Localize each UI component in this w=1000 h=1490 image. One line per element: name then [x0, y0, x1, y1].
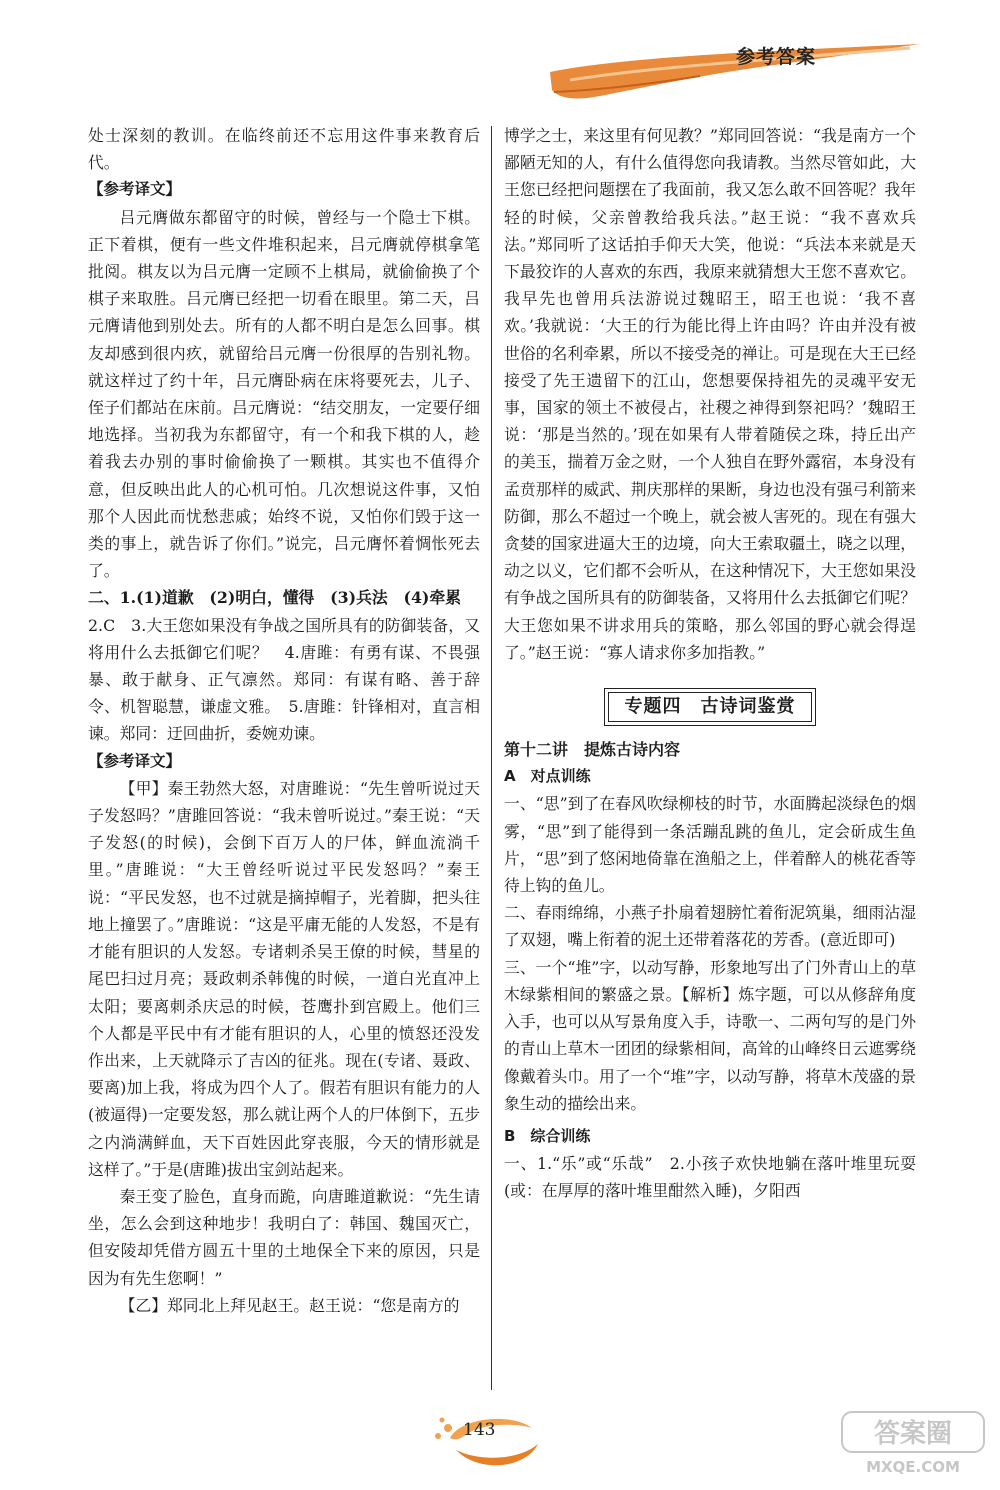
- subsection-title: A 对点训练: [504, 767, 591, 786]
- paragraph: 秦王变了脸色，直身而跪，向唐雎道歉说：“先生请坐，怎么会到这种地步！我明白了：韩国、魏国灭亡，但安陵却凭借方圆五十里的土地保全下来的原因，只是因为有先生您啊！”: [88, 1186, 480, 1288]
- paragraph: 吕元膺做东都留守的时候，曾经与一个隐士下棋。正下着棋，便有一些文件堆积起来，吕元膺就停棋拿笔批阅。棋友以为吕元膺一定顾不上棋局，就偷偷换了个棋子来取胜。吕元膺已经把一切看在眼里。第二天，吕元膺请他到别处去。所有的人都不明白是怎么回事。棋友却感到很内疚，就留给吕元膺一份很厚的告别礼物。就这样过了约十年，吕元膺卧病在床将要死去，儿子、侄子们都站在床前。吕元膺说：“结交朋友，一定要仔细地选择。当初我为东都留守，有一个和我下棋的人，趁着我去办别的事时偷偷换了一颗棋。其实也不值得介意，但反映出此人的心机可怕。几次想说这件事，又怕那个人因此而忧愁悲戚；始终不说，又怕你们毁于这一类的事上，就告诉了你们。”说完，吕元膺怀着惆怅死去了。: [88, 207, 480, 581]
- answer-paragraph: 二、春雨绵绵，小燕子扑扇着翅膀忙着衔泥筑巢，细雨沾湿了双翅，嘴上衔着的泥土还带着落花的芳香。(意近即可): [504, 903, 916, 950]
- watermark-logo: [838, 1408, 988, 1480]
- column-divider: [491, 126, 492, 1390]
- page-number: 143: [463, 1420, 496, 1440]
- lecture-title: 第十二讲 提炼古诗内容: [504, 740, 681, 760]
- paragraph: 博学之士，来这里有何见教？”郑同回答说：“我是南方一个鄙陋无知的人，有什么值得您向我请教。当然尽管如此，大王您已经把问题摆在了我面前，我又怎么敢不回答呢？我年轻的时候，父亲曾教给我兵法。”赵王说：“我不喜欢兵法。”郑同听了这话拍手仰天大笑，他说：“兵法本来就是天下最狡诈的人喜欢的东西，我原来就猜想大王您不喜欢它。我早先也曾用兵法游说过魏昭王，昭王也说：‘我不喜欢。’我就说：‘大王的行为能比得上许由吗？许由并没有被世俗的名利牵累，所以不接受尧的禅让。可是现在大王已经接受了先王遗留下的江山，您想要保持祖先的灵魂平安无事，国家的领土不被侵占，社稷之神得到祭祀吗？’魏昭王说：‘那是当然的。’现在如果有人带着随侯之珠，持丘出产的美玉，揣着万金之财，一个人独自在野外露宿，本身没有孟贲那样的威武、荆庆那样的果断，身边也没有强弓利箭来防御，那么不超过一个晚上，就会被人害死的。现在有强大贪婪的国家进逼大王的边境，向大王索取疆土，晓之以理，动之以义，它们都不会听从，在这种情况下，大王您如果没有争战之国所具有的防御装备，又将用什么去抵御它们呢？大王您如果不讲求用兵的策略，那么邻国的野心就会得逞了。”赵王说：“寡人请求你多加指教。”: [504, 126, 916, 662]
- page-footer: [420, 1398, 550, 1478]
- header-title: 参考答案: [736, 46, 817, 68]
- paragraph: 【甲】秦王勃然大怒，对唐雎说：“先生曾听说过天子发怒吗？”唐雎回答说：“我未曾听说过。”秦王说：“天子发怒(的时候)，会倒下百万人的尸体，鲜血流淌千里。”唐雎说：“大王曾经听说过平民发怒吗？”秦王说：“平民发怒，也不过就是摘掉帽子，光着脚，把头往地上撞罢了。”唐雎说：“这是平庸无能的人发怒，不是有才能有胆识的人发怒。专诸刺杀吴王僚的时候，彗星的尾巴扫过月亮；聂政刺杀韩傀的时候，一道白光直冲上太阳；要离刺杀庆忌的时候，苍鹰扑到宫殿上。他们三个人都是平民中有才能有胆识的人，心里的愤怒还没发作出来，上天就降示了吉凶的征兆。现在(专诸、聂政、要离)加上我，将成为四个人了。假若有胆识有能力的人(被逼得)一定要发怒，那么就让两个人的尸体倒下，五步之内淌满鲜血，天下百姓因此穿丧服，今天的情形就是这样了。”于是(唐雎)拔出宝剑站起来。: [88, 778, 480, 1179]
- paragraph: 【乙】郑同北上拜见赵王。赵王说：“您是南方的: [119, 1295, 460, 1315]
- answer-paragraph: 一、1.“乐”或“乐哉” 2.小孩子欢快地躺在落叶堆里玩耍(或：在厚厚的落叶堆里酣然入睡)，夕阳西: [504, 1154, 916, 1201]
- page-header: [540, 30, 940, 108]
- right-column: [504, 122, 916, 1205]
- paragraph: 处士深刻的教训。在临终前还不忘用这件事来教育后代。: [88, 126, 480, 173]
- watermark-graphic: [838, 1408, 988, 1480]
- answer-line: 二、1.(1)道歉 (2)明白，懂得 (3)兵法 (4)牵累: [88, 588, 462, 608]
- subsection-title: B 综合训练: [504, 1126, 591, 1145]
- topic-title: 专题四 古诗词鉴赏: [608, 692, 812, 722]
- answer-paragraph: 一、“思”到了在春风吹绿柳枝的时节，水面腾起淡绿色的烟雾，“思”到了能得到一条活蹦乱跳的鱼儿，定会斫成生鱼片，“思”到了悠闲地倚靠在渔船之上，伴着醉人的桃花香等待上钩的鱼儿。: [504, 794, 916, 896]
- watermark-text: 答案圈: [873, 1419, 953, 1449]
- topic-title-box: [604, 688, 816, 726]
- section-heading: 【参考译文】: [88, 751, 182, 770]
- section-heading: 【参考译文】: [88, 180, 182, 199]
- watermark-url: MXQE.COM: [866, 1458, 960, 1476]
- answer-paragraph: 2.C 3.大王您如果没有争战之国所具有的防御装备，又将用什么去抵御它们呢？ 4.唐雎：有勇有谋、不畏强暴、敢于献身、正气凛然。郑同：有谋有略、善于辞令、机智聪慧，谦虚文雅。 5.唐雎：针锋相对，直言相谏。郑同：迂回曲折，委婉劝谏。: [88, 615, 480, 744]
- left-column: [88, 122, 480, 1319]
- answer-paragraph: 三、一个“堆”字，以动写静，形象地写出了门外青山上的草木绿紫相间的繁盛之景。【解析】炼字题，可以从修辞角度入手，也可以从写景角度入手，诗歌一、二两句写的是门外的青山上草木一团团的绿紫相间，高耸的山峰终日云遮雾绕像戴着头巾。用了一个“堆”字，以动写静，将草木茂盛的景象生动的描绘出来。: [504, 957, 916, 1113]
